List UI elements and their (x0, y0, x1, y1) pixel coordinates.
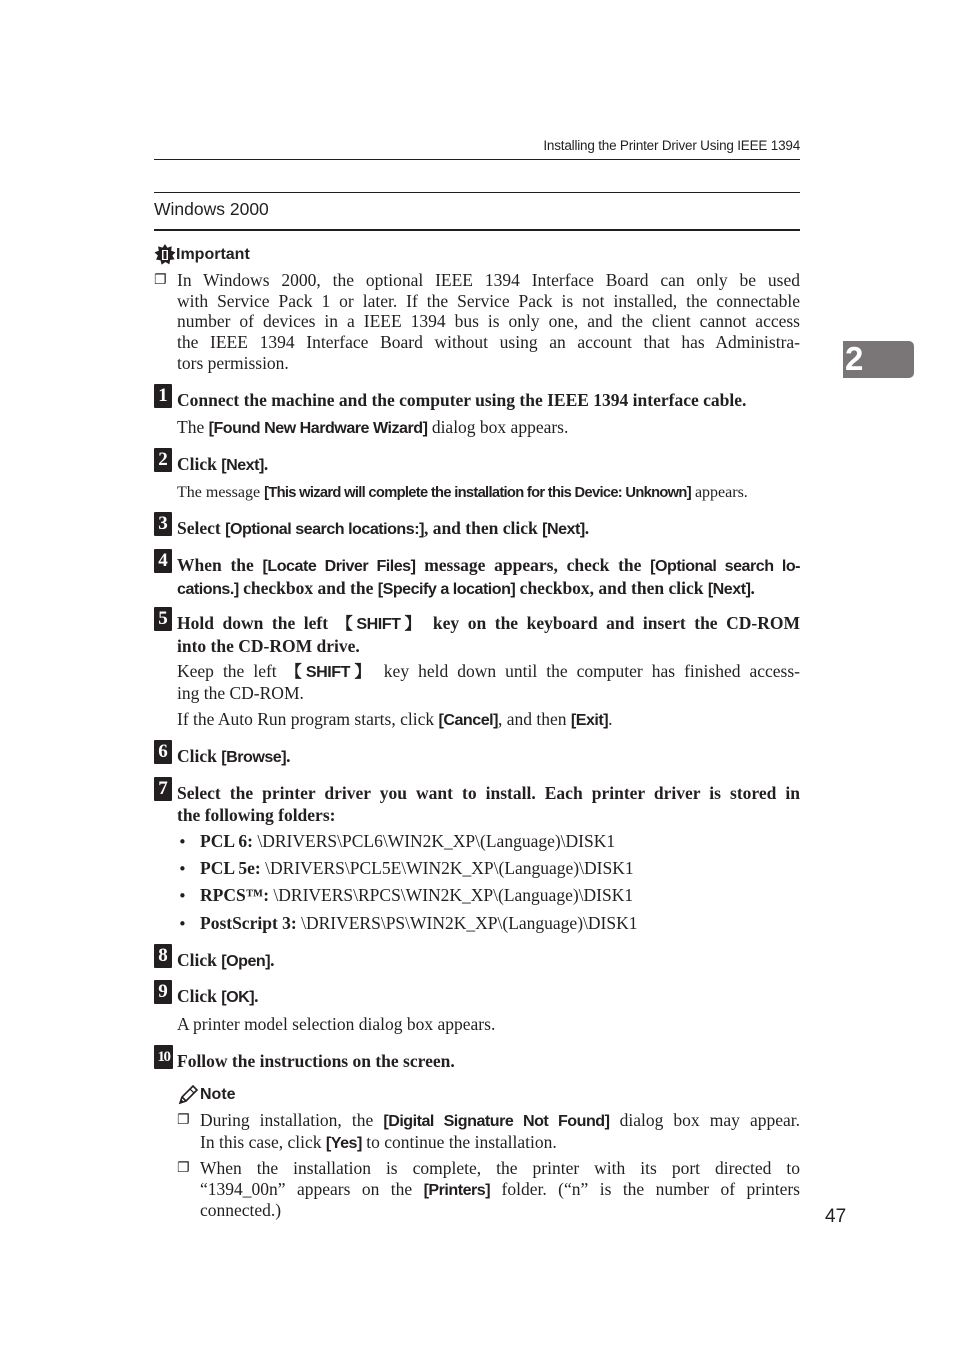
section-bottom-rule (154, 229, 800, 231)
button-name: [OK] (221, 988, 255, 1006)
step-number: 5 (154, 607, 172, 631)
step-1-result (177, 417, 800, 439)
step-5-line (177, 613, 800, 636)
important-icon (154, 244, 176, 266)
text: folder. (“n” is the number of printers (490, 1178, 800, 1199)
step-4-line (177, 578, 800, 601)
step-6-text (177, 746, 800, 769)
text: During installation, the (200, 1110, 384, 1130)
step-9-text (177, 986, 800, 1009)
note-line (200, 1132, 800, 1154)
note-line: When the installation is complete, the printer with its port directed to (200, 1158, 800, 1178)
note-item (200, 1158, 800, 1221)
step-10-text: Follow the instructions on the screen. (177, 1051, 455, 1071)
text: . (263, 454, 269, 474)
important-line: with Service Pack 1 or later. If the Service Pack is not installed, the connectable (177, 290, 800, 311)
important-heading (154, 244, 250, 266)
text: checkbox, and then click (515, 577, 708, 598)
note-heading (177, 1084, 236, 1106)
step-3-text (177, 518, 800, 541)
step-7-line: the following folders: (177, 804, 336, 825)
step-number: 3 (154, 512, 172, 536)
key-name: 【SHIFT】 (285, 663, 375, 681)
note-line (200, 1110, 800, 1132)
section-top-rule (154, 192, 800, 193)
text: checkbox and the (238, 577, 378, 598)
button-name: [Next] (542, 520, 585, 538)
step-4-text (177, 555, 800, 600)
important-checkbox-glyph: ❐ (154, 272, 167, 288)
text: . (270, 950, 275, 970)
dialog-name: [Found New Hardware Wizard] (208, 419, 428, 437)
folder-path: \DRIVERS\PCL5E\WIN2K_XP\(Language)\DISK1 (260, 858, 634, 878)
section-title: Windows 2000 (154, 199, 269, 219)
note-line (200, 1179, 800, 1201)
text: In this case, click (200, 1131, 326, 1152)
step-2-result (177, 482, 800, 504)
folder-path: \DRIVERS\PS\WIN2K_XP\(Language)\DISK1 (296, 913, 638, 933)
header-rule (154, 159, 800, 160)
step-number: 2 (154, 448, 172, 472)
bullet: • (178, 887, 187, 905)
text: . (254, 986, 259, 1006)
text: , and then (497, 709, 571, 729)
note-checkbox-glyph: ❐ (177, 1160, 190, 1176)
folder-name: [Printers] (423, 1180, 491, 1199)
note-checkbox-glyph: ❐ (177, 1112, 190, 1128)
text: dialog box appears. (427, 417, 569, 437)
important-line: the IEEE 1394 Interface Board without using an account that has Administra- (177, 332, 800, 353)
bullet: • (178, 860, 187, 878)
step-5-detail (177, 661, 800, 704)
text: key held down until the computer has finished access- (374, 661, 800, 681)
bullet: • (178, 833, 187, 851)
running-header: Installing the Printer Driver Using IEEE 1394 (543, 138, 800, 153)
driver-name: PostScript 3: (200, 913, 297, 933)
button-name: [Cancel] (438, 711, 498, 729)
button-name: [Open] (221, 952, 271, 970)
text: Click (177, 986, 222, 1006)
important-line: In Windows 2000, the optional IEEE 1394 Interface Board can only be used (177, 270, 800, 290)
button-name: [Next] (707, 579, 751, 598)
text: key on the keyboard and insert the CD-ROM (424, 613, 800, 633)
folder-path: \DRIVERS\PCL6\WIN2K_XP\(Language)\DISK1 (253, 831, 616, 851)
driver-name: PCL 6: (200, 831, 253, 851)
step-1-text: Connect the machine and the computer using the IEEE 1394 interface cable. (177, 390, 747, 410)
step-2-text (177, 454, 800, 477)
text: . (750, 577, 755, 598)
step-number: 7 (154, 777, 172, 801)
step-number: 9 (154, 980, 172, 1004)
button-name: [Yes] (325, 1133, 362, 1152)
step-7-text (177, 783, 800, 826)
text: Keep the left (177, 661, 286, 681)
button-name: [Exit] (570, 711, 609, 729)
step-7-line: Select the printer driver you want to install. Each printer driver is stored in (177, 783, 800, 803)
text: If the Auto Run program starts, click (177, 709, 439, 729)
step-number: 8 (154, 944, 172, 968)
text: dialog box may appear. (609, 1110, 800, 1130)
text: to continue the installation. (361, 1131, 557, 1152)
note-label: Note (200, 1086, 236, 1103)
important-line: tors permission. (177, 352, 289, 373)
text: Click (177, 454, 222, 474)
note-item (200, 1110, 800, 1153)
folder-path: \DRIVERS\RPCS\WIN2K_XP\(Language)\DISK1 (269, 885, 634, 905)
step-5-line: into the CD-ROM drive. (177, 635, 360, 656)
note-line: connected.) (200, 1200, 282, 1221)
folder-item (200, 913, 637, 934)
pencil-icon (177, 1084, 199, 1106)
page-number: 47 (825, 1206, 847, 1227)
step-5-detail-line: ing the CD-ROM. (177, 683, 304, 703)
bullet: • (178, 915, 187, 933)
step-number: 4 (154, 549, 172, 573)
checkbox-name: [Optional search lo- (650, 557, 801, 575)
text: . (286, 746, 291, 766)
text: , and then click (423, 518, 543, 538)
chapter-number: 2 (845, 340, 864, 377)
step-number: 10 (154, 1045, 173, 1069)
option-name: [Optional search locations:] (225, 520, 424, 538)
key-name: 【SHIFT】 (336, 615, 425, 633)
checkbox-name: [Specify a location] (377, 579, 516, 598)
button-name: [Browse] (221, 748, 287, 766)
step-number: 6 (154, 740, 172, 764)
text: The (177, 417, 209, 437)
step-5-detail-line (177, 661, 800, 683)
text: . (608, 709, 613, 729)
step-9-result: A printer model selection dialog box appears. (177, 1014, 496, 1034)
folder-item (200, 885, 633, 906)
important-label: Important (176, 246, 250, 263)
text: The message (177, 484, 265, 501)
message-name: [This wizard will complete the installation for this Device: Unknown] (264, 485, 691, 501)
important-item (177, 270, 800, 374)
button-name: [Next] (221, 456, 264, 474)
text: “1394_00n” appears on the (200, 1178, 424, 1199)
step-4-line (177, 555, 800, 578)
important-line: number of devices in a IEEE 1394 bus is only one, and the client cannot access (177, 311, 800, 332)
text: message appears, check the (415, 555, 651, 575)
folder-item (200, 831, 615, 852)
driver-name: RPCS™: (200, 885, 270, 905)
text: When the (177, 555, 263, 575)
step-8-text (177, 950, 800, 973)
text: Click (177, 950, 222, 970)
text: Select (177, 518, 226, 538)
text: Hold down the left (177, 613, 337, 633)
dialog-name: [Digital Signature Not Found] (383, 1112, 610, 1130)
text: Click (177, 746, 222, 766)
driver-name: PCL 5e: (200, 858, 261, 878)
text: appears. (690, 484, 748, 501)
step-5-autorun (177, 709, 800, 731)
message-name: [Locate Driver Files] (262, 557, 416, 575)
checkbox-name: cations.] (177, 579, 239, 598)
step-number: 1 (154, 384, 172, 408)
text: . (584, 518, 590, 538)
folder-item (200, 858, 634, 879)
step-5-text (177, 613, 800, 657)
